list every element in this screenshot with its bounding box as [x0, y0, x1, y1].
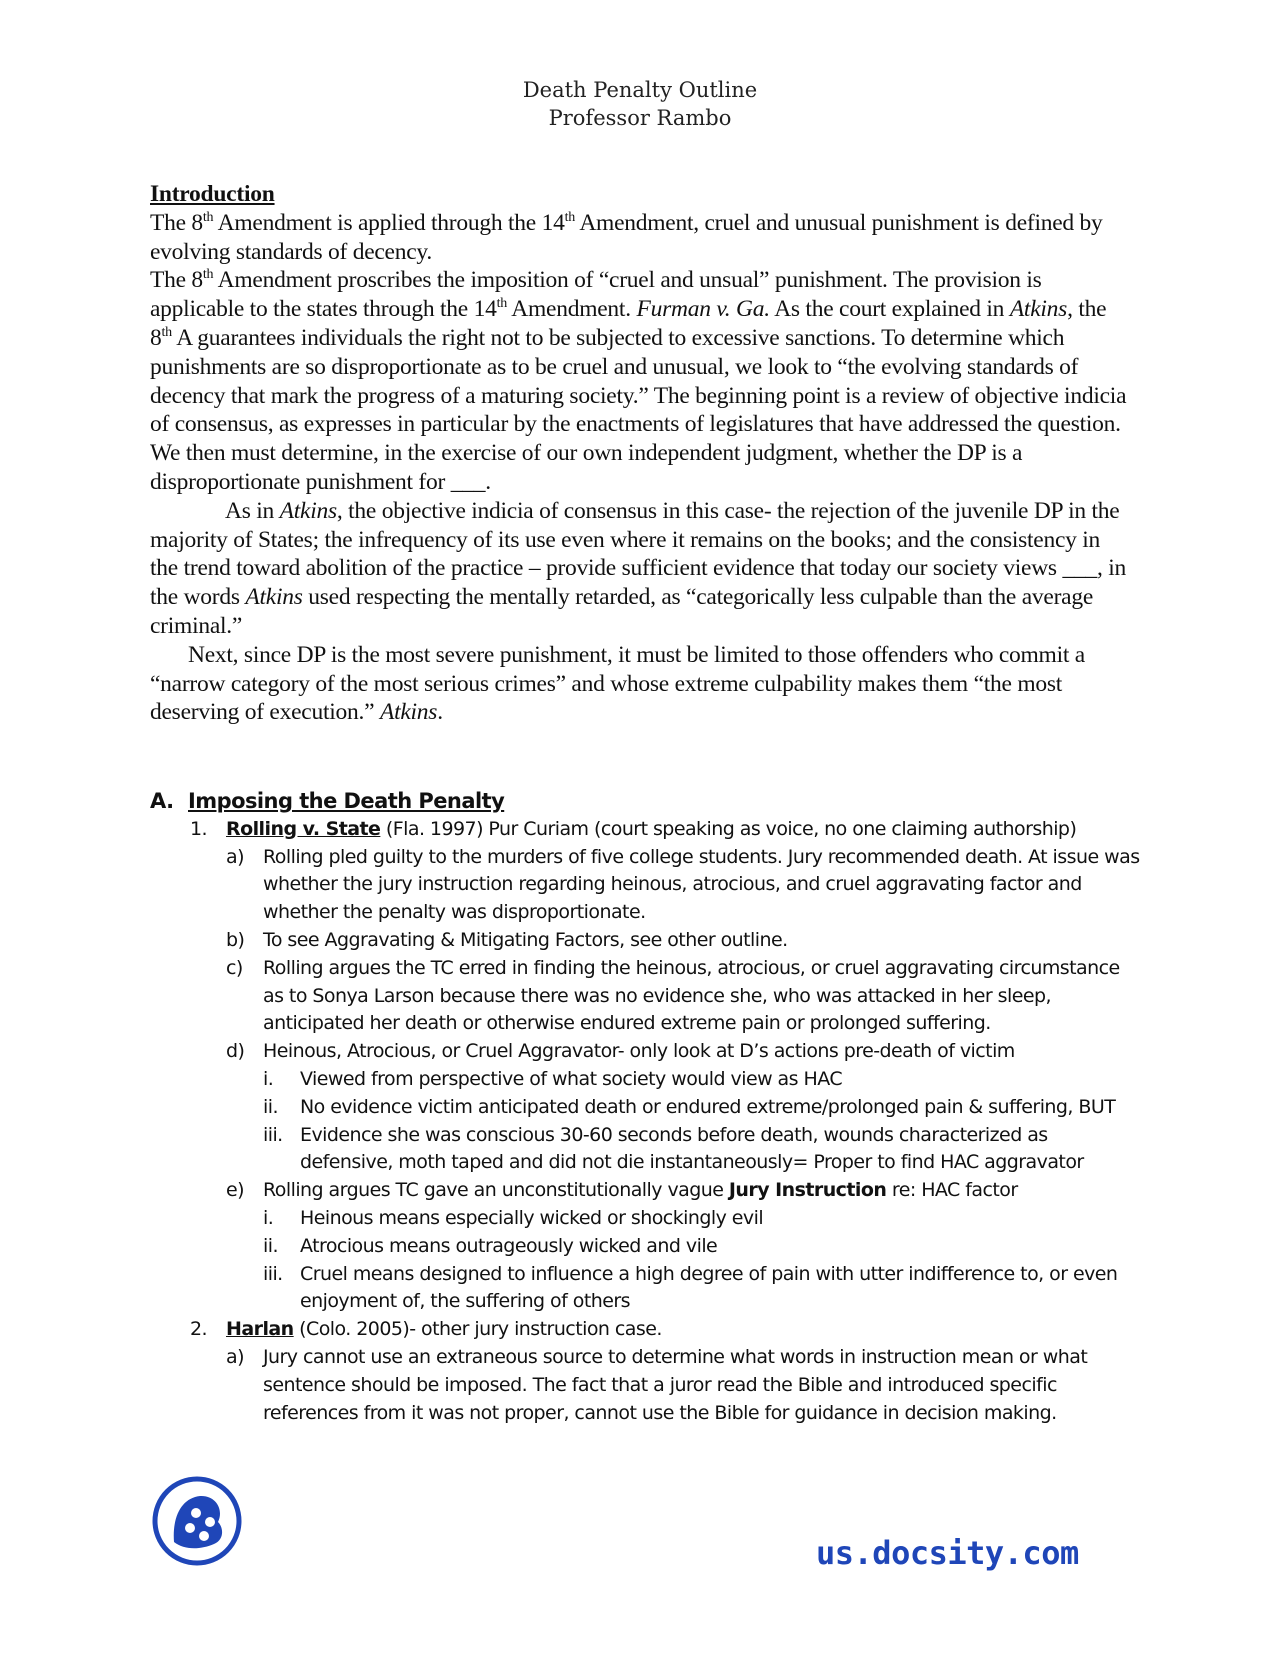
outline-item-1e-iii — [150, 1261, 1140, 1317]
item-text: Atrocious means outrageously wicked and vile — [300, 1234, 718, 1257]
superscript: th — [161, 324, 172, 340]
text: The 8 — [150, 267, 203, 294]
superscript: th — [202, 267, 214, 283]
text: Amendment is applied through the 14 — [213, 209, 565, 236]
superscript: th — [202, 209, 214, 225]
outline-marker: b) — [226, 928, 245, 951]
text: Amendment. — [506, 296, 637, 323]
case-citation: Atkins — [379, 699, 438, 726]
outline-item-1c — [150, 955, 1140, 1038]
text: As the court explained in — [769, 296, 1010, 323]
outline-item-1b — [150, 927, 1140, 955]
outline-marker: A. — [150, 789, 174, 813]
outline-item-1 — [150, 816, 1140, 844]
outline-marker: 1. — [190, 817, 208, 840]
item-text: Heinous means especially wicked or shockingly evil — [300, 1206, 764, 1229]
text: Amendment, cruel and unusual punishment is defined by evolving standards of decency. — [150, 209, 1103, 265]
item-text: Cruel means designed to influence a high degree of pain with utter indifference to, or even enjoyment of, the suffering of others — [300, 1262, 1118, 1313]
outline-item-1e-i — [150, 1205, 1140, 1233]
outline-marker: i. — [263, 1067, 274, 1090]
outline-section-a — [150, 788, 1140, 816]
case-name: Harlan — [226, 1318, 294, 1341]
item-text: Viewed from perspective of what society would view as HAC — [300, 1067, 843, 1090]
text: Amendment proscribes the imposition of “cruel and unsual” punishment. The provision is applicable to the states through the 14 — [150, 267, 1042, 323]
item-text: Jury cannot use an extraneous source to determine what words in instruction mean or what sentence should be imposed. The fact that a juror read the Bible and introduced specific references from it was not proper, cannot use the Bible for guidance in decision making. — [263, 1345, 1088, 1424]
outline-item-1e — [150, 1177, 1140, 1205]
outline-marker: iii. — [263, 1262, 283, 1285]
text: . — [437, 699, 443, 726]
item-text: (Colo. 2005)- other jury instruction case. — [293, 1318, 662, 1341]
item-text: Evidence she was conscious 30-60 seconds before death, wounds characterized as defensive, moth taped and did not die instantaneously= Proper to find HAC aggravator — [300, 1123, 1084, 1174]
outline-item-1d-i — [150, 1066, 1140, 1094]
item-text: Rolling argues TC gave an unconstitutionally vague — [263, 1179, 729, 1202]
text: Next, since DP is the most severe punishment, it must be limited to those offenders who commit a “narrow category of the most serious crimes” and whose extreme culpability makes them “the most deserving of execution.” — [150, 641, 1085, 726]
superscript: th — [496, 296, 507, 312]
text: , the 8 — [150, 296, 1107, 351]
docsity-logo-icon[interactable] — [152, 1476, 242, 1566]
item-text: No evidence victim anticipated death or endured extreme/prolonged pain & suffering, BUT — [300, 1095, 1116, 1118]
outline-marker: c) — [226, 956, 243, 979]
case-citation: Atkins — [279, 497, 337, 524]
text: As in — [225, 497, 280, 524]
outline-marker: a) — [226, 845, 244, 868]
text: A guarantees individuals the right not to be subjected to excessive sanctions. To determine which punishments are so disproportionate as to be cruel and unusual, we look to “the evolving standards of decency that mark the progress of a maturing society.” The beginning point is a review of objective indicia of consensus, as expresses in particular by the enactments of legislatures that have addressed the question. We then must determine, in the exercise of our own independent judgment, whether the DP is a disproportionate punishment for ___. — [150, 324, 1127, 495]
outline-item-1e-ii — [150, 1233, 1140, 1261]
outline-item-1d — [150, 1038, 1140, 1066]
section-heading: Imposing the Death Penalty — [188, 789, 505, 813]
outline-marker: e) — [226, 1179, 245, 1202]
outline-marker: d) — [226, 1040, 245, 1063]
outline-marker: 2. — [190, 1318, 208, 1341]
docsity-site-link[interactable]: us.docsity.com — [816, 1534, 1079, 1572]
case-citation: Furman v. Ga. — [636, 296, 770, 323]
document-author: Professor Rambo — [548, 106, 732, 130]
text: , the objective indicia of consensus in this case- the rejection of the juvenile DP in the majority of States; the infrequency of its use even where it remains on the books; and the consistency in the trend toward abolition of the practice – provide sufficient evidence that today our society views ___, in the words — [150, 497, 1126, 611]
item-text: Heinous, Atrocious, or Cruel Aggravator- only look at D’s actions pre-death of victim — [263, 1040, 1015, 1063]
case-citation: Atkins — [1009, 296, 1068, 323]
case-name: Rolling v. State — [226, 817, 381, 840]
outline-item-2 — [150, 1316, 1140, 1344]
outline-marker: ii. — [263, 1095, 278, 1118]
document-title: Death Penalty Outline — [522, 78, 758, 102]
outline-item-1a — [150, 844, 1140, 927]
intro-paragraph-2 — [150, 266, 1130, 496]
item-text: To see Aggravating & Mitigating Factors, see other outline. — [263, 928, 788, 951]
case-citation: Atkins — [245, 584, 303, 611]
outline-marker: iii. — [263, 1123, 283, 1146]
introduction-heading: Introduction — [150, 181, 275, 207]
item-text: re: HAC factor — [886, 1179, 1018, 1202]
text: used respecting the mentally retarded, as “categorically less culpable than the average criminal.” — [150, 584, 1094, 639]
superscript: th — [564, 209, 575, 225]
outline-item-1d-iii — [150, 1122, 1140, 1178]
outline-section — [150, 788, 1140, 1427]
item-text: Rolling argues the TC erred in finding the heinous, atrocious, or cruel aggravating circumstance as to Sonya Larson because there was no evidence she, who was attacked in her sleep, anticipated her death or otherwise endured extreme pain or prolonged suffering. — [263, 956, 1120, 1035]
text: The 8 — [150, 209, 203, 236]
intro-paragraph-4 — [150, 641, 1130, 727]
document-header — [0, 76, 1280, 132]
outline-marker: ii. — [263, 1234, 278, 1257]
intro-paragraph-1 — [150, 209, 1130, 267]
item-text: (Fla. 1997) Pur Curiam (court speaking as voice, no one claiming authorship) — [380, 817, 1077, 840]
item-text: Rolling pled guilty to the murders of five college students. Jury recommended death. At issue was whether the jury instruction regarding heinous, atrocious, and cruel aggravating factor and whether the penalty was disproportionate. — [263, 845, 1140, 924]
intro-paragraph-3 — [150, 497, 1130, 641]
introduction-section — [150, 180, 1130, 727]
bold-term: Jury Instruction — [728, 1179, 887, 1202]
outline-item-1d-ii — [150, 1094, 1140, 1122]
outline-marker: a) — [226, 1345, 244, 1368]
outline-item-2a — [150, 1344, 1140, 1427]
outline-marker: i. — [263, 1206, 274, 1229]
